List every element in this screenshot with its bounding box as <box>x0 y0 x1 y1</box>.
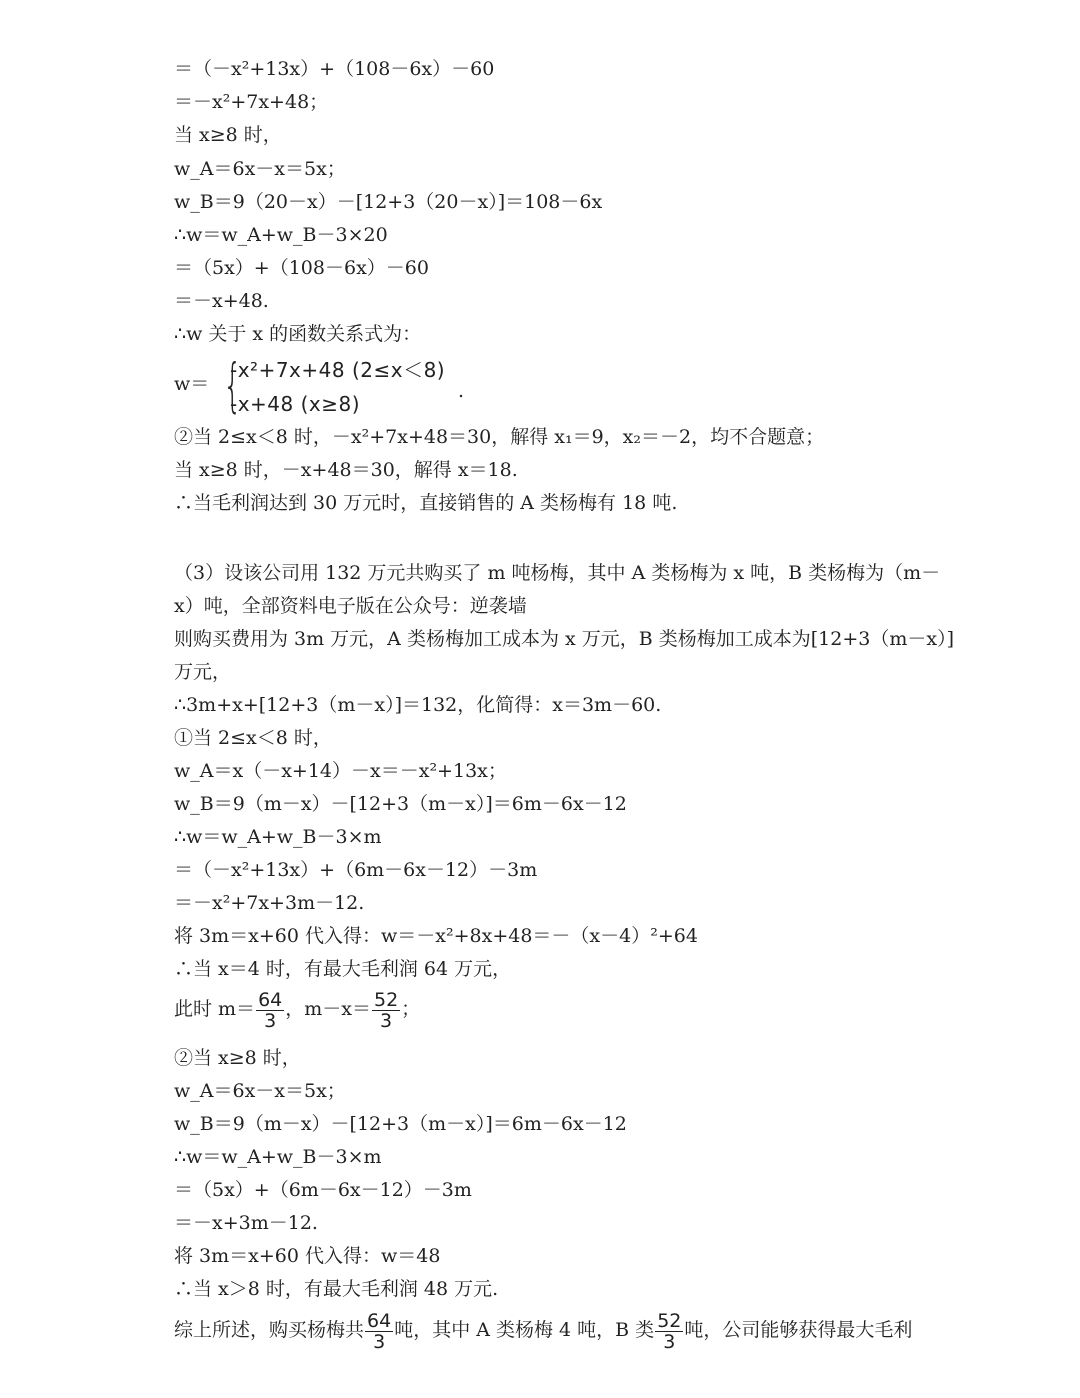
piecewise-function <box>174 352 474 422</box>
fraction-numerator: 64 <box>367 1309 392 1332</box>
fraction-52-3 <box>655 1311 683 1352</box>
fraction-numerator: 64 <box>258 988 283 1011</box>
text-line: ①当 2≤x＜8 时， <box>174 727 332 749</box>
m-line-suffix: ； <box>401 998 421 1020</box>
text-line: ②当 x≥8 时， <box>174 1047 301 1069</box>
text-line: 万元， <box>174 661 232 683</box>
text-line: ＝－x²+7x+48； <box>174 91 329 113</box>
text-line: w_A＝x（－x+14）－x＝－x²+13x； <box>174 760 507 782</box>
text-line: ∴w 关于 x 的函数关系式为： <box>174 323 422 345</box>
conclusion-line <box>174 1308 912 1352</box>
text-line: （3）设该公司用 132 万元共购买了 m 吨杨梅，其中 A 类杨梅为 x 吨，B 类杨梅为（m－ <box>174 562 941 584</box>
fraction-64-3 <box>365 1311 393 1352</box>
fraction-52-3 <box>372 990 400 1031</box>
text-line: ＝－x²+7x+3m－12. <box>174 892 365 914</box>
text-line: w_B＝9（m－x）－[12+3（m－x）]＝6m－6x－12 <box>174 793 627 815</box>
fraction-denominator: 3 <box>380 1009 393 1032</box>
text-line: ＝－x+48. <box>174 290 269 312</box>
text-line: 将 3m＝x+60 代入得：w＝－x²+8x+48＝－（x－4）²+64 <box>174 925 698 947</box>
text-line: 当 x≥8 时， <box>174 124 282 146</box>
text-line: w_A＝6x－x＝5x； <box>174 1080 346 1102</box>
text-line: ＝（5x）+（108－6x）－60 <box>174 257 429 279</box>
text-line: w_A＝6x－x＝5x； <box>174 158 346 180</box>
text-line: ∴w＝w_A+w_B－3×m <box>174 826 382 848</box>
text-line: w_B＝9（20－x）－[12+3（20－x）]＝108－6x <box>174 191 603 213</box>
piecewise-end: . <box>458 380 465 402</box>
text-line: ＝（5x）+（6m－6x－12）－3m <box>174 1179 472 1201</box>
text-line: ＝（－x²+13x）+（108－6x）－60 <box>174 58 495 80</box>
piecewise-case-1: -x²+7x+48 (2≤x＜8) <box>230 358 446 382</box>
text-line: ＝（－x²+13x）+（6m－6x－12）－3m <box>174 859 538 881</box>
m-line-prefix: 此时 m＝ <box>174 998 256 1020</box>
text-line: w_B＝9（m－x）－[12+3（m－x）]＝6m－6x－12 <box>174 1113 627 1135</box>
text-line: ∴3m+x+[12+3（m－x）]＝132，化简得：x＝3m－60. <box>174 694 662 716</box>
m-value-line <box>174 988 420 1031</box>
piecewise-label: w＝ <box>174 373 210 395</box>
conclusion-part-3: 吨，公司能够获得最大毛利 <box>684 1319 913 1341</box>
fraction-denominator: 3 <box>663 1330 676 1353</box>
left-brace: { <box>223 351 242 419</box>
text-line: ＝－x+3m－12. <box>174 1212 318 1234</box>
text-line: x）吨，全部资料电子版在公众号：逆袭墙 <box>174 595 527 617</box>
text-line: 则购买费用为 3m 万元，A 类杨梅加工成本为 x 万元，B 类杨梅加工成本为[12+3（m－x）] <box>174 628 954 650</box>
fraction-denominator: 3 <box>264 1009 277 1032</box>
piecewise-case-2: -x+48 (x≥8) <box>230 392 361 416</box>
conclusion-part-2: 吨，其中 A 类杨梅 4 吨，B 类 <box>394 1319 655 1341</box>
text-line: ∴w＝w_A+w_B－3×m <box>174 1146 382 1168</box>
fraction-numerator: 52 <box>657 1309 682 1332</box>
text-line: ∴当毛利润达到 30 万元时，直接销售的 A 类杨梅有 18 吨. <box>174 492 678 514</box>
text-line: ∴w＝w_A+w_B－3×20 <box>174 224 388 246</box>
text-line: 当 x≥8 时，－x+48＝30，解得 x＝18. <box>174 459 518 481</box>
text-line: ②当 2≤x＜8 时，－x²+7x+48＝30，解得 x₁＝9，x₂＝－2，均不合题意； <box>174 426 825 448</box>
fraction-denominator: 3 <box>373 1330 386 1353</box>
fraction-64-3 <box>256 990 284 1031</box>
fraction-numerator: 52 <box>373 988 399 1011</box>
conclusion-part-1: 综上所述，购买杨梅共 <box>174 1319 365 1341</box>
text-line: ∴当 x＝4 时，有最大毛利润 64 万元， <box>174 958 512 980</box>
text-line: ∴当 x＞8 时，有最大毛利润 48 万元. <box>174 1278 499 1300</box>
m-line-mid: ，m－x＝ <box>285 998 371 1020</box>
text-line: 将 3m＝x+60 代入得：w＝48 <box>174 1245 441 1267</box>
